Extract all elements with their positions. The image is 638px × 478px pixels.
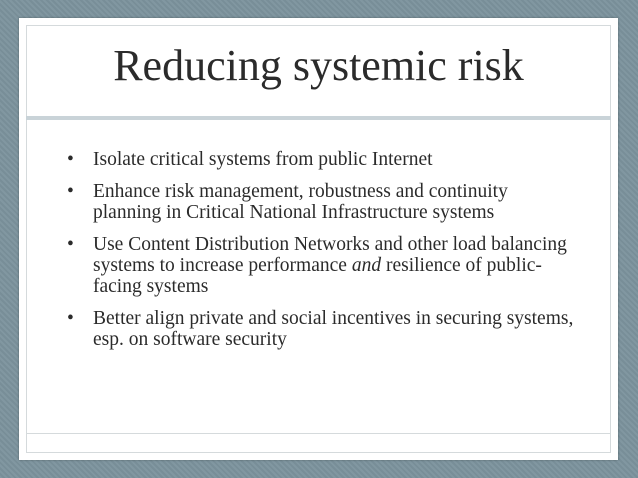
bullet-list [59, 149, 579, 361]
bullet-text-after: resilience of public-facing systems [93, 255, 542, 297]
bullet-text-before: Use Content Distribution Networks and other load balancing systems to increase performance [93, 234, 567, 276]
footer-divider [26, 433, 611, 434]
bullet-item [59, 234, 579, 297]
slide [19, 18, 618, 460]
bullet-icon: • [67, 308, 74, 329]
bullet-text: Better align private and social incentives in securing systems, esp. on software security [93, 308, 574, 350]
bullet-text-emphasis: and [351, 255, 382, 276]
bullet-text: Enhance risk management, robustness and continuity planning in Critical National Infrastructure systems [93, 181, 508, 223]
bullet-icon: • [67, 181, 74, 202]
bullet-text: Isolate critical systems from public Internet [93, 149, 433, 170]
bullet-item [59, 308, 579, 350]
bullet-icon: • [67, 234, 74, 255]
bullet-item [59, 149, 579, 170]
slide-title: Reducing systemic risk [113, 41, 524, 90]
title-divider [26, 116, 611, 120]
bullet-icon: • [67, 149, 74, 170]
bullet-item [59, 181, 579, 223]
